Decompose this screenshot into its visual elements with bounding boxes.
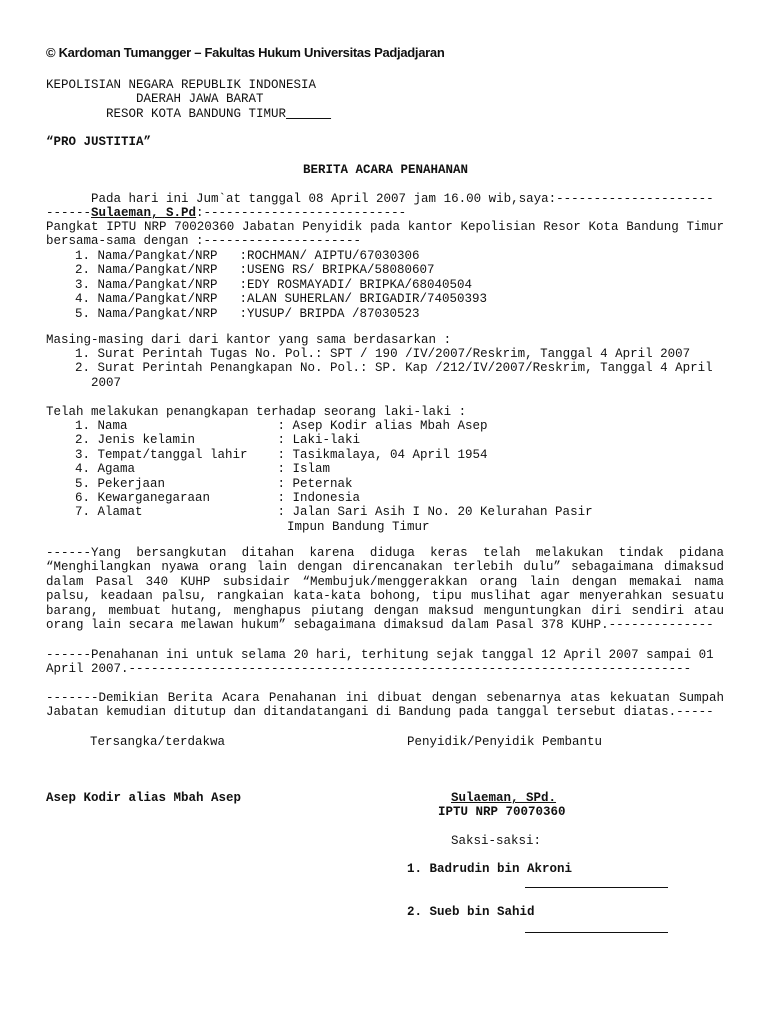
suspect-address-continuation: Impun Bandung Timur — [272, 519, 430, 534]
suspect-signature-name: Asep Kodir alias Mbah Asep — [46, 791, 242, 805]
witness-2-signature-line — [525, 932, 668, 933]
team-list — [46, 249, 487, 321]
witness-1-signature-line — [525, 887, 668, 888]
investigator-signature-name: Sulaeman, SPd. — [451, 791, 557, 805]
institution-line-2: DAERAH JAWA BARAT — [136, 92, 264, 107]
pro-justitia: “PRO JUSTITIA” — [46, 135, 152, 149]
detention-line-2: April 2007.--------------------------------------------------------------------------- — [46, 662, 692, 676]
team-item: 5. Nama/Pangkat/NRP :YUSUP/ BRIPDA /87030523 — [74, 306, 420, 321]
opening-dashes: ------ — [46, 206, 92, 220]
basis-list — [46, 347, 713, 390]
witnesses-title: Saksi-saksi: — [451, 834, 542, 848]
right-signature-role: Penyidik/Penyidik Pembantu — [407, 735, 603, 749]
copyright-note: © Kardoman Tumangger – Fakultas Hukum Universitas Padjadjaran — [46, 45, 445, 60]
institution-header — [46, 78, 331, 121]
suspect-list — [46, 419, 593, 534]
institution-line-1: KEPOLISIAN NEGARA REPUBLIK INDONESIA — [46, 78, 317, 92]
team-item: 4. Nama/Pangkat/NRP :ALAN SUHERLAN/ BRIGADIR/74050393 — [74, 292, 488, 307]
suspect-item: 5. Pekerjaan : Peternak — [74, 476, 353, 491]
document-title: BERITA ACARA PENAHANAN — [303, 163, 469, 177]
opening-dashes-2: :--------------------------- — [196, 206, 407, 220]
basis-item: 2. Surat Perintah Penangkapan No. Pol.: SP. Kap /212/IV/2007/Reskrim, Tanggal 4 April — [74, 361, 713, 376]
opening-paragraph: Pangkat IPTU NRP 70020360 Jabatan Penyidik pada kantor Kepolisian Resor Kota Bandung Timur bersama-sama dengan :--------------------- — [46, 220, 724, 249]
officer-name: Sulaeman, S.Pd — [91, 206, 197, 220]
basis-item: 1. Surat Perintah Tugas No. Pol.: SPT / 190 /IV/2007/Reskrim, Tanggal 4 April 2007 — [74, 347, 691, 361]
team-item: 3. Nama/Pangkat/NRP :EDY ROSMAYADI/ BRIPKA/68040504 — [74, 277, 473, 292]
institution-line-3-text: RESOR KOTA BANDUNG TIMUR — [106, 106, 287, 121]
team-item: 2. Nama/Pangkat/NRP :USENG RS/ BRIPKA/58080607 — [74, 263, 435, 278]
basis-item-continuation: 2007 — [91, 375, 122, 390]
suspect-intro: Telah melakukan penangkapan terhadap seorang laki-laki : — [46, 405, 467, 419]
suspect-item: 2. Jenis kelamin : Laki-laki — [74, 433, 361, 448]
suspect-item: 6. Kewarganegaraan : Indonesia — [74, 491, 361, 506]
suspect-item: 1. Nama : Asep Kodir alias Mbah Asep — [74, 419, 488, 433]
team-item: 1. Nama/Pangkat/NRP :ROCHMAN/ AIPTU/67030306 — [74, 249, 420, 263]
basis-intro: Masing-masing dari dari kantor yang sama berdasarkan : — [46, 333, 452, 347]
closing-paragraph: -------Demikian Berita Acara Penahanan ini dibuat dengan sebenarnya atas kekuatan Sumpah Jabatan kemudian ditutup dan ditandatangani di Bandung pada tanggal tersebut diatas.----- — [46, 691, 724, 720]
suspect-item: 7. Alamat : Jalan Sari Asih I No. 20 Kelurahan Pasir — [74, 505, 593, 520]
witness-2: 2. Sueb bin Sahid — [407, 905, 535, 919]
suspect-item: 3. Tempat/tanggal lahir : Tasikmalaya, 04 April 1954 — [74, 447, 488, 462]
opening-line-2 — [46, 206, 406, 220]
left-signature-role: Tersangka/terdakwa — [90, 735, 226, 749]
suspect-item: 4. Agama : Islam — [74, 462, 331, 477]
institution-line-3 — [46, 107, 331, 121]
opening-line-1: Pada hari ini Jum`at tanggal 08 April 2007 jam 16.00 wib,saya:--------------------- — [46, 192, 714, 206]
institution-line-3-underline — [286, 107, 331, 121]
witness-1: 1. Badrudin bin Akroni — [407, 862, 573, 876]
investigator-rank: IPTU NRP 70070360 — [438, 805, 566, 819]
charge-paragraph: ------Yang bersangkutan ditahan karena diduga keras telah melakukan tindak pidana “Menghilangkan nyawa orang lain dengan direncanakan terlebih dulu” sebagaimana dimaksud dalam Pasal 340 KUHP subsidair “Membujuk/menggerakkan orang lain dengan memakai nama palsu, keadaan palsu, rangkaian kata-kata bohong, tipu muslihat agar menyerahkan sesuatu barang, membuat hutang, menghapus piutang dengan maksud menguntungkan diri sendiri atau orang lain secara melawan hukum” sebagaimana dimaksud dalam Pasal 378 KUHP.-------------- — [46, 546, 724, 633]
detention-line-1: ------Penahanan ini untuk selama 20 hari, terhitung sejak tanggal 12 April 2007 sampai 01 — [46, 648, 714, 662]
